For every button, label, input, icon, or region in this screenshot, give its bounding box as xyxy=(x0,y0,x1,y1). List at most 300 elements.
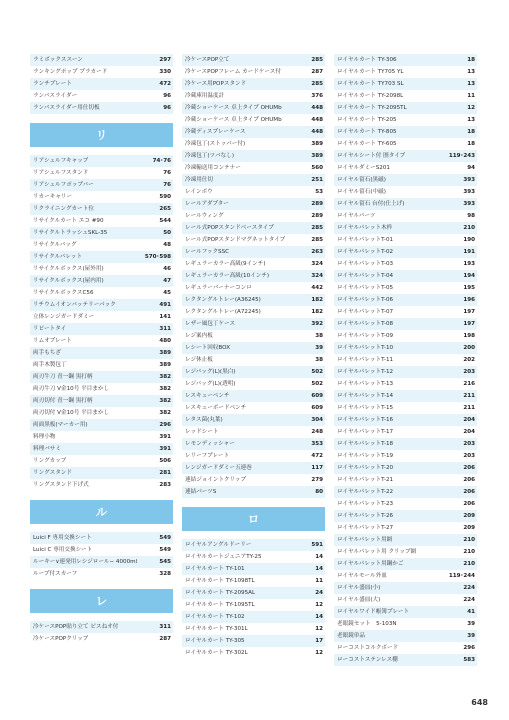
product-name: 老眼鏡単品 xyxy=(337,633,365,639)
index-row xyxy=(334,366,477,378)
index-row xyxy=(30,287,173,299)
product-name: 老眼鏡セット 5-103N xyxy=(337,621,397,627)
product-name: ロイヤルパレットT-10 xyxy=(337,345,394,351)
page-reference: 570･598 xyxy=(144,254,171,260)
page-reference: 96 xyxy=(163,93,171,99)
index-row xyxy=(334,354,477,366)
product-name: ロイヤルダミーS201 xyxy=(337,165,390,171)
product-name: ロイヤルパレットT-04 xyxy=(337,273,394,279)
product-name: リングスタンド下げ式 xyxy=(33,482,89,488)
index-row xyxy=(30,78,173,90)
page-reference: 393 xyxy=(463,189,475,195)
page-reference: 393 xyxy=(463,177,475,183)
product-name: Luici F 専用交換シート xyxy=(33,535,92,541)
index-row xyxy=(334,318,477,330)
page-reference: 376 xyxy=(311,93,323,99)
page-reference: 194 xyxy=(463,273,475,279)
product-name: ロイヤルパレットT-15 xyxy=(337,405,394,411)
index-row xyxy=(334,114,477,126)
page-reference: 330 xyxy=(159,69,171,75)
index-row xyxy=(182,611,325,623)
product-name: リングカップ xyxy=(33,458,67,464)
page-reference: 119･244 xyxy=(448,573,475,579)
product-name: ロイヤルパレットT-07 xyxy=(337,309,394,315)
index-row xyxy=(182,246,325,258)
page-reference: 12 xyxy=(467,105,475,111)
product-name: レリーフプレート xyxy=(185,453,230,459)
page-reference: 209 xyxy=(463,525,475,531)
page-reference: 248 xyxy=(311,429,323,435)
product-name: ルーキー∨連発用レシジロール− 4000ml xyxy=(33,559,138,565)
product-name: ロイヤルパレットT-11 xyxy=(337,357,394,363)
product-name: ロイヤルパレットT-01 xyxy=(337,237,394,243)
index-row xyxy=(182,402,325,414)
index-row xyxy=(334,426,477,438)
page-reference: 203 xyxy=(463,453,475,459)
page-reference: 210 xyxy=(463,225,475,231)
index-row xyxy=(30,251,173,263)
product-name: ローコストコルクボード xyxy=(337,645,399,651)
index-row xyxy=(182,294,325,306)
product-name: ロイヤルパーツ xyxy=(337,213,376,219)
index-row xyxy=(334,510,477,522)
page-reference: 11 xyxy=(467,93,475,99)
product-name: リピートタイ xyxy=(33,326,67,332)
product-name: レジ休止板 xyxy=(185,357,213,363)
product-name: レギュラーカラー高級(9インチ) xyxy=(185,261,266,267)
index-row xyxy=(334,402,477,414)
index-row xyxy=(182,563,325,575)
section-header: リ xyxy=(30,123,173,147)
page-reference: 324 xyxy=(311,261,323,267)
product-name: レジ案内板 xyxy=(185,333,213,339)
index-row xyxy=(30,556,173,568)
product-name: ロイヤルパレットT-06 xyxy=(337,297,394,303)
index-row xyxy=(182,102,325,114)
index-row xyxy=(182,599,325,611)
product-name: リサイクルバッグ xyxy=(33,242,77,248)
index-row xyxy=(334,594,477,606)
product-name: レスキューベンチ xyxy=(185,393,230,399)
product-name: ロイヤルパレットT-18 xyxy=(337,441,394,447)
page-reference: 76 xyxy=(163,182,171,188)
page-reference: 472 xyxy=(311,453,323,459)
product-name: ロイヤルモール外皿 xyxy=(337,573,387,579)
product-name: ロイヤル盛皿(小) xyxy=(337,585,381,591)
index-row xyxy=(334,450,477,462)
index-row xyxy=(334,66,477,78)
index-row xyxy=(334,222,477,234)
page-reference: 18 xyxy=(467,129,475,135)
index-row xyxy=(30,419,173,431)
index-row xyxy=(30,383,173,395)
page-reference: 472 xyxy=(159,81,171,87)
page-reference: 289 xyxy=(311,201,323,207)
page-reference: 392 xyxy=(311,321,323,327)
page-reference: 389 xyxy=(311,141,323,147)
index-row xyxy=(182,354,325,366)
page-reference: 38 xyxy=(315,357,323,363)
index-row xyxy=(334,534,477,546)
page-reference: 210 xyxy=(463,549,475,555)
page-reference: 39 xyxy=(315,345,323,351)
product-name: リクライニングカート位 xyxy=(33,206,94,212)
index-column-1 xyxy=(30,54,173,645)
product-name: ロイヤルカートジュニアTY-25 xyxy=(185,554,262,560)
index-row xyxy=(30,479,173,491)
product-name: ロイヤルカート TY-805 xyxy=(337,129,397,135)
product-name: レールフックSSC xyxy=(185,249,230,255)
index-row xyxy=(30,299,173,311)
page-reference: 12 xyxy=(315,650,323,656)
product-name: 冷凍包丁(ツバなし) xyxy=(185,153,235,159)
product-name: 冷蔵ショーケース 卓上タイプ OHUMb xyxy=(185,105,282,111)
page-reference: 448 xyxy=(311,105,323,111)
product-name: レギュラーカラー高級(10インチ) xyxy=(185,273,270,279)
page-reference: 74･76 xyxy=(152,158,171,164)
product-name: ロイヤル盛皿(大) xyxy=(337,597,381,603)
index-row xyxy=(182,647,325,659)
page-reference: 311 xyxy=(159,326,171,332)
product-name: ロイヤルパレットT-16 xyxy=(337,417,394,423)
index-row xyxy=(334,54,477,66)
product-name: 冷凍輸送用コンテナー xyxy=(185,165,241,171)
page-reference: 279 xyxy=(311,477,323,483)
page-reference: 206 xyxy=(463,489,475,495)
product-name: 両手もちざ xyxy=(33,350,61,356)
page-reference: 544 xyxy=(159,218,171,224)
index-row xyxy=(30,275,173,287)
page-reference: 224 xyxy=(463,597,475,603)
product-name: 冷蔵ディスプレーケース xyxy=(185,129,246,135)
product-name: ロイヤルシート付 圏タイプ xyxy=(337,153,406,159)
product-name: リムオプレート xyxy=(33,338,72,344)
index-row xyxy=(182,138,325,150)
index-row xyxy=(182,378,325,390)
product-name: ロイヤルカート TY-1095TL xyxy=(185,602,255,608)
product-name: ロイヤルパレットT-12 xyxy=(337,369,394,375)
product-name: 冷ケースPOPクリップ xyxy=(33,636,89,642)
index-row xyxy=(334,246,477,258)
index-row xyxy=(30,407,173,419)
index-row xyxy=(182,575,325,587)
page-reference: 506 xyxy=(159,458,171,464)
product-name: レール式POPスタンドベースタイプ xyxy=(185,225,274,231)
page-reference: 389 xyxy=(159,350,171,356)
product-name: ロイヤルカート TY-2098L xyxy=(337,93,404,99)
page-reference: 13 xyxy=(467,69,475,75)
page-reference: 204 xyxy=(463,429,475,435)
product-name: ロイヤルカート TY-605 xyxy=(337,141,397,147)
page-reference: 285 xyxy=(311,237,323,243)
index-row xyxy=(182,162,325,174)
product-name: ロイヤルパレットT-05 xyxy=(337,285,394,291)
product-name: ロイヤルパレット用鋼かご xyxy=(337,561,404,567)
page-reference: 18 xyxy=(467,57,475,63)
product-name: ランチプレート xyxy=(33,81,72,87)
page-reference: 591 xyxy=(311,542,323,548)
product-name: レタス菌(丸葉) xyxy=(185,417,223,423)
page-reference: 502 xyxy=(311,381,323,387)
page-reference: 206 xyxy=(463,477,475,483)
product-name: ループ付スカーフ xyxy=(33,571,78,577)
section-header: レ xyxy=(30,589,173,613)
product-name: リアシェルフキャップ xyxy=(33,158,89,164)
index-row xyxy=(334,306,477,318)
page-reference: 38 xyxy=(315,333,323,339)
page-reference: 198 xyxy=(463,333,475,339)
index-column-3 xyxy=(334,54,477,666)
page-reference: 289 xyxy=(311,213,323,219)
index-row xyxy=(182,486,325,498)
product-name: 冷蔵ショーケース 卓上タイプ OHUMb xyxy=(185,117,282,123)
page-reference: 14 xyxy=(315,554,323,560)
page-reference: 296 xyxy=(159,422,171,428)
index-row xyxy=(30,54,173,66)
page-reference: 197 xyxy=(463,321,475,327)
product-name: 冷凍用仕切 xyxy=(185,177,213,183)
product-name: レクタングルトレー(A36245) xyxy=(185,297,261,303)
product-name: ロイヤルカート TY-205 xyxy=(337,117,397,123)
index-row xyxy=(182,198,325,210)
index-row xyxy=(334,378,477,390)
product-name: ロイヤルカート TY-2095AL xyxy=(185,590,256,596)
product-name: レモンディッシャー xyxy=(185,441,235,447)
page-reference: 96 xyxy=(163,105,171,111)
page-reference: 491 xyxy=(159,302,171,308)
product-name: ロイヤルワイド帳簿プレート xyxy=(337,609,410,615)
index-row xyxy=(334,258,477,270)
product-name: ランキングポップ プラカード xyxy=(33,69,108,75)
index-row xyxy=(182,414,325,426)
product-name: リアシェルフスタンド xyxy=(33,170,89,176)
page-reference: 283 xyxy=(159,482,171,488)
index-column-2 xyxy=(182,54,325,659)
page-reference: 448 xyxy=(311,117,323,123)
index-row xyxy=(182,234,325,246)
index-row xyxy=(182,551,325,563)
index-row xyxy=(30,431,173,443)
product-name: 冷蔵庫用温度計 xyxy=(185,93,225,99)
product-name: レジバッグ(L)(黒白) xyxy=(185,369,236,375)
index-row xyxy=(334,582,477,594)
product-name: ローコストステンレス棚 xyxy=(337,657,398,663)
page-reference: 382 xyxy=(159,398,171,404)
index-row xyxy=(182,90,325,102)
index-row xyxy=(30,239,173,251)
index-row xyxy=(30,102,173,114)
index-row xyxy=(334,126,477,138)
index-row xyxy=(334,330,477,342)
product-name: ラミボックススーン xyxy=(33,57,83,63)
index-row xyxy=(334,558,477,570)
index-row xyxy=(30,66,173,78)
page-number: 648 xyxy=(471,698,488,707)
page-reference: 182 xyxy=(311,309,323,315)
page-reference: 251 xyxy=(311,177,323,183)
page-reference: 193 xyxy=(463,261,475,267)
index-row xyxy=(30,323,173,335)
product-name: ロイヤルパレットT-19 xyxy=(337,453,394,459)
product-name: ロイヤルパレットT-21 xyxy=(337,477,394,483)
index-row xyxy=(334,186,477,198)
page-reference: 311 xyxy=(159,624,171,630)
page-reference: 297 xyxy=(159,57,171,63)
index-row xyxy=(30,633,173,645)
page-reference: 545 xyxy=(159,559,171,565)
page-reference: 549 xyxy=(159,547,171,553)
index-row xyxy=(30,371,173,383)
index-row xyxy=(182,282,325,294)
product-name: 立体レンジガードダミー xyxy=(33,314,95,320)
product-name: ランバスライダー xyxy=(33,93,78,99)
index-row xyxy=(30,203,173,215)
page-reference: 117 xyxy=(311,465,323,471)
page-reference: 480 xyxy=(159,338,171,344)
product-name: 連結パーツS xyxy=(185,489,217,495)
index-row xyxy=(182,390,325,402)
product-name: 両面黒板(マーカー用) xyxy=(33,422,88,428)
product-name: ロイヤルパレット木枠 xyxy=(337,225,393,231)
product-name: ロイヤルパレットT-03 xyxy=(337,261,394,267)
product-name: レシート回収BOX xyxy=(185,345,231,351)
index-row xyxy=(334,294,477,306)
page-reference: 328 xyxy=(159,571,171,577)
page-reference: 39 xyxy=(467,621,475,627)
product-name: ランバスライダー用仕切板 xyxy=(33,105,100,111)
product-name: ロイヤルカート TY-1098TL xyxy=(185,578,255,584)
product-name: リサイクルカート エコ #90 xyxy=(33,218,104,224)
page-reference: 285 xyxy=(311,81,323,87)
product-name: ロイヤルカート TY-102 xyxy=(185,614,245,620)
index-row xyxy=(30,455,173,467)
product-name: リカーキャリー xyxy=(33,194,73,200)
product-name: リサイクルパレット xyxy=(33,254,83,260)
page-reference: 48 xyxy=(163,242,171,248)
index-row xyxy=(182,450,325,462)
product-name: ロイヤルパレットT-27 xyxy=(337,525,394,531)
index-row xyxy=(30,155,173,167)
page-reference: 391 xyxy=(159,446,171,452)
index-row xyxy=(334,546,477,558)
index-row xyxy=(182,342,325,354)
page-reference: 53 xyxy=(315,189,323,195)
index-row xyxy=(30,443,173,455)
product-name: リサイクルボックス(屋外用) xyxy=(33,266,104,272)
page-reference: 47 xyxy=(163,278,171,284)
product-name: 冷ケース用POPスタンド xyxy=(185,81,247,87)
product-name: 冷ケースPOP貼り立て ピスねオ付 xyxy=(33,624,119,630)
index-row xyxy=(334,414,477,426)
page-reference: 442 xyxy=(311,285,323,291)
index-row xyxy=(334,630,477,642)
page-reference: 12 xyxy=(315,602,323,608)
page-reference: 119･243 xyxy=(448,153,475,159)
page-reference: 287 xyxy=(311,69,323,75)
page-reference: 609 xyxy=(311,405,323,411)
index-row xyxy=(334,198,477,210)
page-reference: 448 xyxy=(311,129,323,135)
product-name: レンジガードダミー五連巻 xyxy=(185,465,252,471)
product-name: ロイヤルカート TY-101 xyxy=(185,566,245,572)
page-reference: 17 xyxy=(315,638,323,644)
product-name: ロイヤル留石 台付(仕上げ) xyxy=(337,201,405,207)
product-name: ロイヤルパレットT-23 xyxy=(337,501,394,507)
page-reference: 13 xyxy=(467,117,475,123)
page-reference: 211 xyxy=(463,393,475,399)
page-reference: 382 xyxy=(159,374,171,380)
product-name: ロイヤルパレットT-02 xyxy=(337,249,394,255)
page-reference: 195 xyxy=(463,285,475,291)
product-name: リサイクルボックス(屋内用) xyxy=(33,278,104,284)
page-reference: 209 xyxy=(463,513,475,519)
index-row xyxy=(182,54,325,66)
page-reference: 39 xyxy=(467,633,475,639)
page-reference: 549 xyxy=(159,535,171,541)
product-name: ロイヤルパレットT-22 xyxy=(337,489,394,495)
index-row xyxy=(334,210,477,222)
product-name: レッドシート xyxy=(185,429,219,435)
page-reference: 389 xyxy=(311,153,323,159)
page-reference: 211 xyxy=(463,405,475,411)
index-row xyxy=(334,138,477,150)
page-reference: 391 xyxy=(159,434,171,440)
index-row xyxy=(182,174,325,186)
index-row xyxy=(334,642,477,654)
section-header: ロ xyxy=(182,507,325,531)
page-reference: 94 xyxy=(467,165,475,171)
page-reference: 216 xyxy=(463,381,475,387)
product-name: ロイヤルカート TY-305 xyxy=(185,638,245,644)
index-row xyxy=(182,426,325,438)
page-reference: 210 xyxy=(463,537,475,543)
product-name: 両刃切付 青一鋼 黒打柄 xyxy=(33,398,93,404)
page-reference: 590 xyxy=(159,194,171,200)
product-name: ロイヤルカート TY703 SL xyxy=(337,81,404,87)
index-row xyxy=(182,150,325,162)
product-name: ロイヤルカート TY-306 xyxy=(337,57,397,63)
page-reference: 263 xyxy=(311,249,323,255)
index-row xyxy=(334,498,477,510)
product-name: レール式POPスタンドマグネットタイプ xyxy=(185,237,286,243)
index-row xyxy=(334,282,477,294)
index-row xyxy=(334,618,477,630)
page-reference: 76 xyxy=(163,170,171,176)
page-reference: 353 xyxy=(311,441,323,447)
index-row xyxy=(334,390,477,402)
index-row xyxy=(30,90,173,102)
page-reference: 502 xyxy=(311,369,323,375)
page-reference: 13 xyxy=(467,81,475,87)
index-row xyxy=(30,167,173,179)
page-reference: 560 xyxy=(311,165,323,171)
index-row xyxy=(334,570,477,582)
page-reference: 191 xyxy=(463,249,475,255)
product-name: リアシェルフポップバー xyxy=(33,182,94,188)
index-row xyxy=(182,270,325,282)
page-reference: 197 xyxy=(463,309,475,315)
index-row xyxy=(334,102,477,114)
index-row xyxy=(182,438,325,450)
index-row xyxy=(334,78,477,90)
page-reference: 11 xyxy=(315,578,323,584)
index-row xyxy=(30,191,173,203)
page-reference: 45 xyxy=(163,290,171,296)
product-name: 冷凍包丁(ストッパー付) xyxy=(185,141,246,147)
page-reference: 287 xyxy=(159,636,171,642)
page-reference: 41 xyxy=(467,609,475,615)
page-reference: 80 xyxy=(315,489,323,495)
